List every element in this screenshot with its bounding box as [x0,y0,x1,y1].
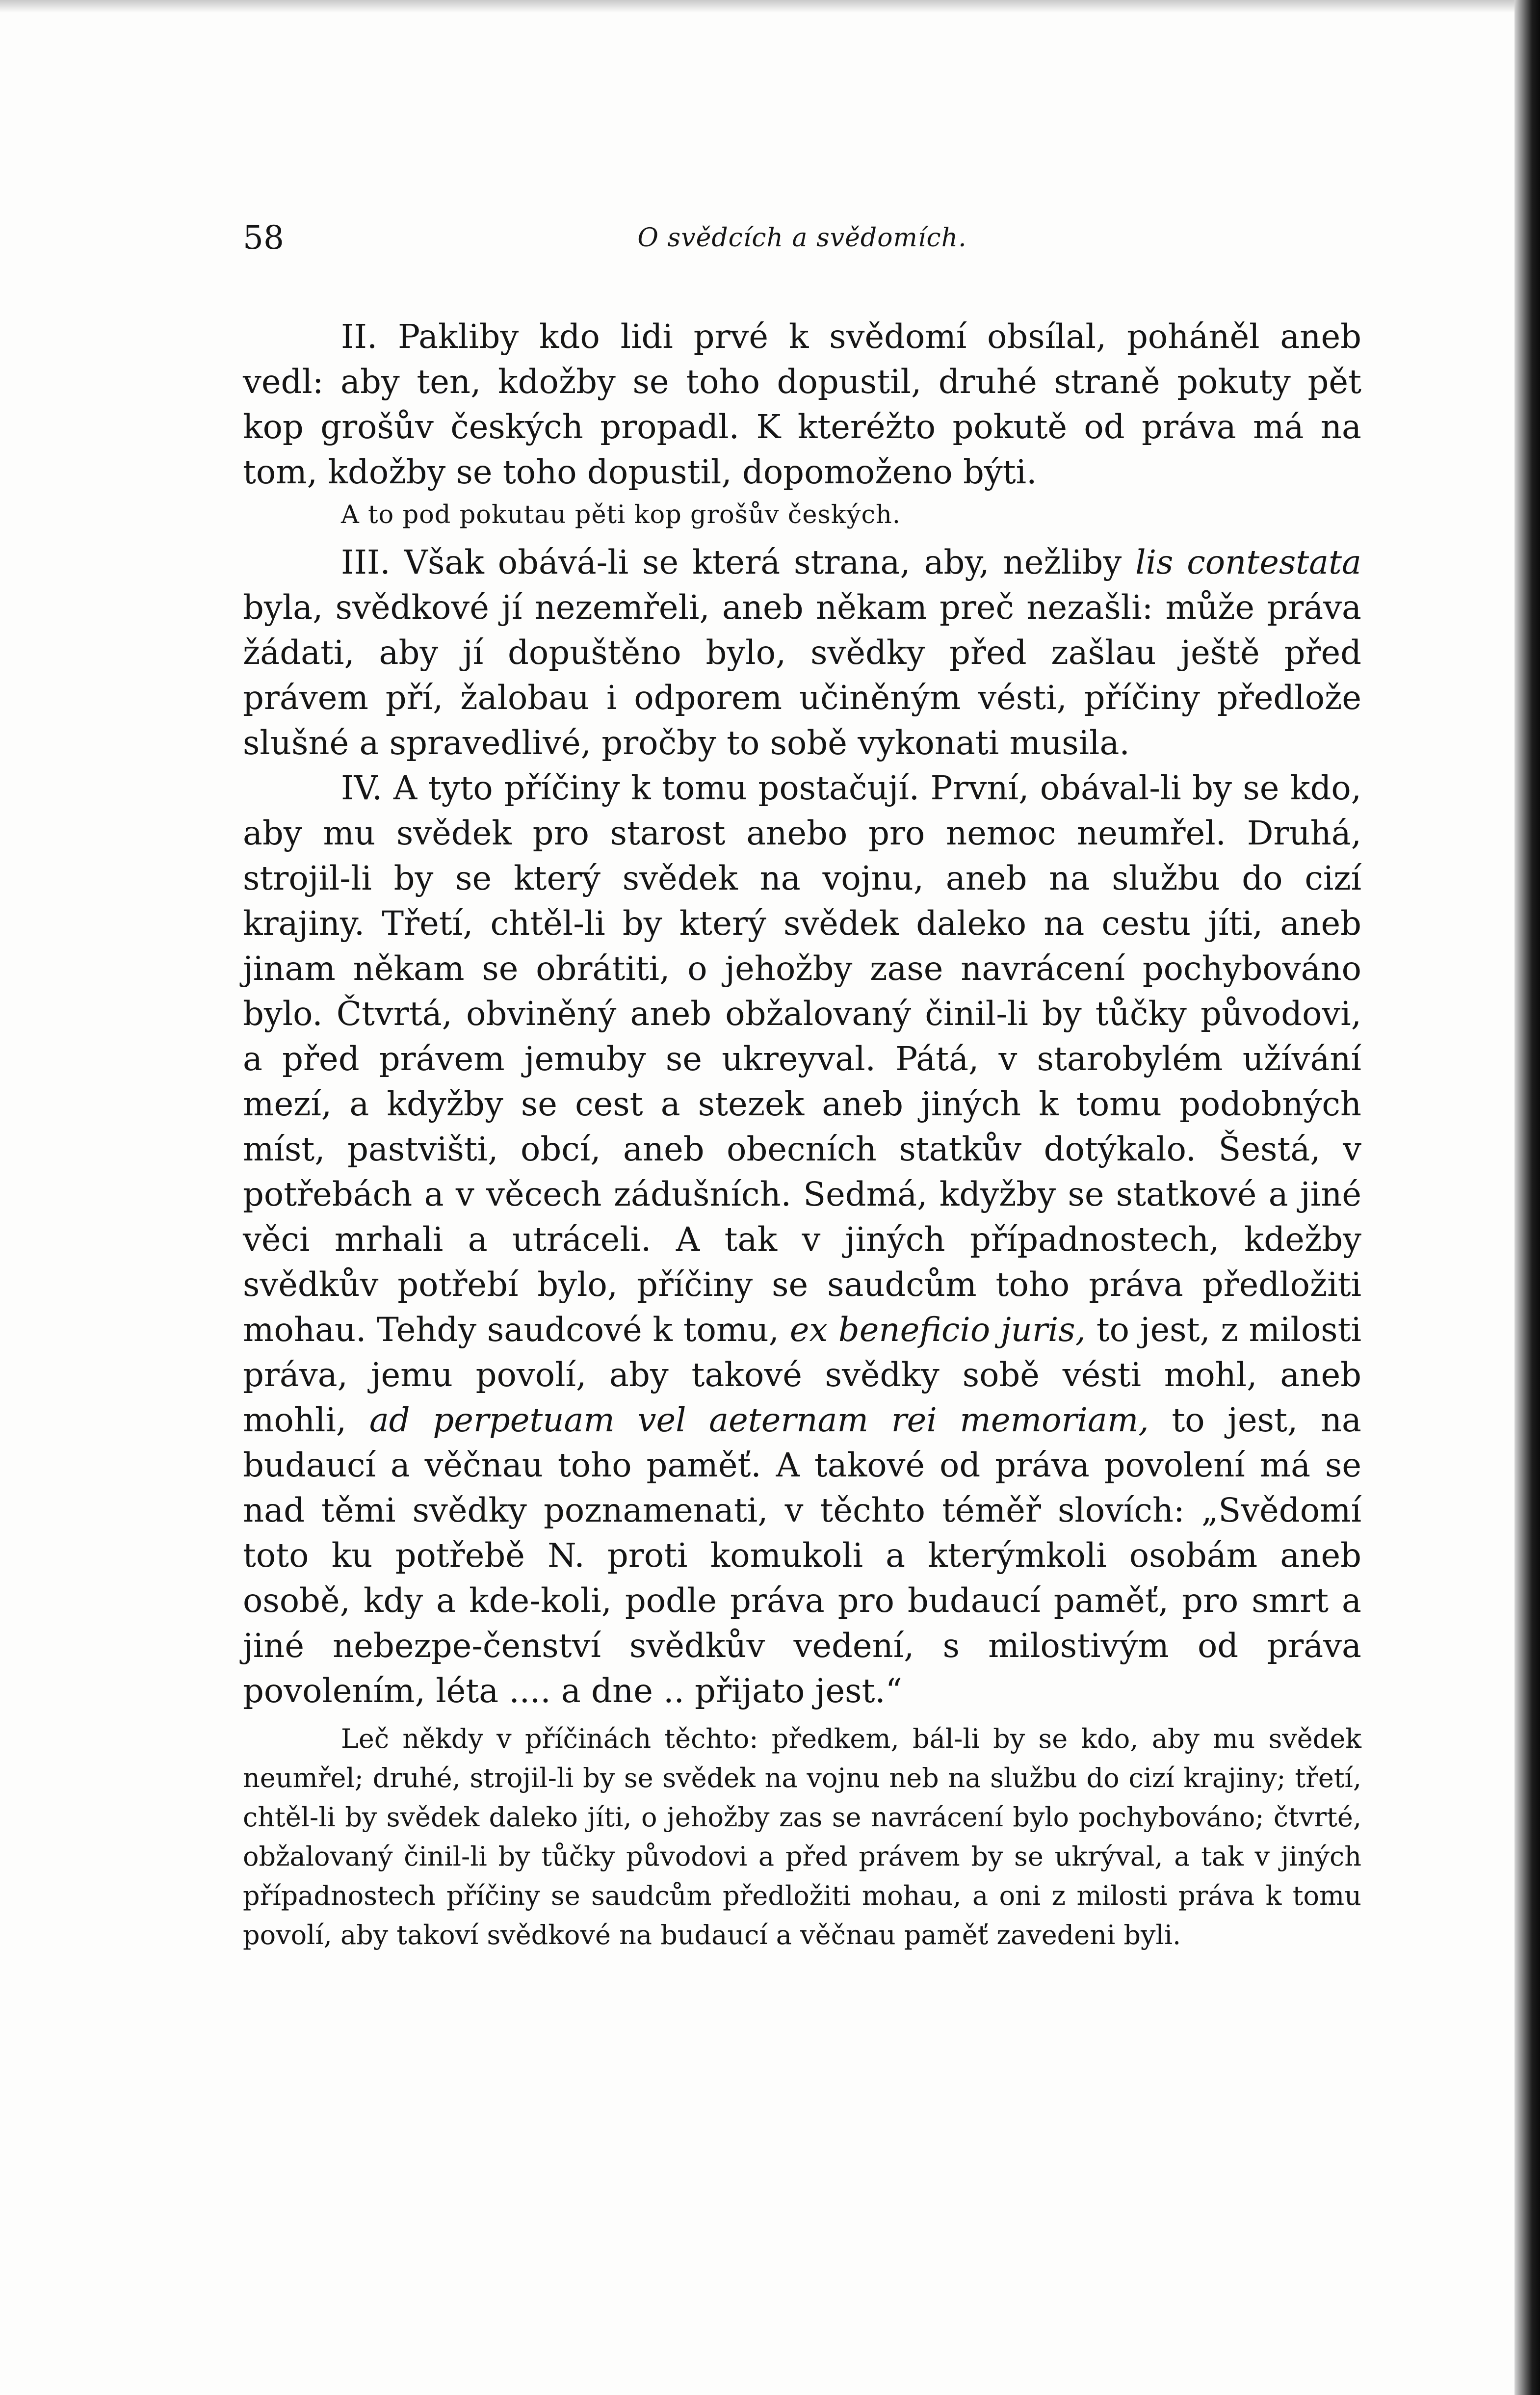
footnote-paragraph: Leč někdy v příčinách těchto: předkem, bál-li by se kdo, aby mu svědek neumřel; druhé, strojil-li by se svědek na vojnu neb na službu do cizí krajiny; třetí, chtěl-li by svědek daleko jíti, o jehožby zas se navrácení bylo pochybováno; čtvrté, obžalovaný činil-li by tůčky původovi a před právem by se ukrýval, a tak v jiných případnostech příčiny se saudcům předložiti mohau, a oni z milosti práva k tomu povolí, aby takoví svědkové na budaucí a věčnau paměť zavedeni byli. [243,1723,1361,1950]
latin-phrase-lis-contestata: lis contestata [1135,543,1361,581]
body-text [243,314,1361,1713]
page-header [243,216,1361,260]
section-4-text-part1: IV. A tyto příčiny k tomu postačují. První, obával-li by se kdo, aby mu svědek pro starost anebo pro nemoc neumřel. Druhá, strojil-li by se který svědek na vojnu, aneb na službu do cizí krajiny. Třetí, chtěl-li by který svědek daleko na cestu jíti, aneb jinam někam se obrátiti, o jehožby zase navrácení pochybováno bylo. Čtvrtá, obviněný aneb obžalovaný činil-li by tůčky původovi, a před právem jemuby se ukreyval. Pátá, v starobylém užívání mezí, a kdyžby se cest a stezek aneb jiných k tomu podobných míst, pastvišti, obcí, aneb obecních statkův dotýkalo. Šestá, v potřebách a v věcech zádušních. Sedmá, kdyžby se statkové a jiné věci mrhali a utráceli. A tak v jiných případnostech, kdežby svědkův potřebí bylo, příčiny se saudcům toho práva předložiti mohau. Tehdy saudcové k tomu, [243,769,1361,1349]
section-3-text-before: III. Však obává-li se která strana, aby, nežliby [341,543,1136,581]
latin-phrase-ex-beneficio: ex beneficio juris, [789,1311,1086,1349]
page-number: 58 [243,219,284,257]
scan-top-shadow [0,0,1540,13]
running-head: O svědcích a svědomích. [637,223,967,253]
paragraph-section-3 [243,540,1361,765]
section-3-text-after: byla, svědkové jí nezemřeli, aneb někam preč nezašli: může práva žádati, aby jí dopuštěno bylo, svědky před zašlau ještě před právem pří, žalobau i odporem učiněným vésti, příčiny předlože slušné a spravedlivé, pročby to sobě vykonati musila. [243,588,1361,762]
latin-phrase-perpetuam: ad perpetuam vel aeternam rei memoriam, [369,1401,1149,1439]
scan-binding-edge [1514,0,1540,2395]
section-4-text-part3: to jest, na budaucí a věčnau toho paměť. A takové od práva povolení má se nad těmi svědky poznamenati, v těchto téměř slovích: „Svědomí toto ku potřebě N. proti komukoli a kterýmkoli osobám aneb osobě, kdy a kde-koli, podle práva pro budaucí paměť, pro smrt a jiné nebezpe-čenství svědkův vedení, s milostivým od práva povolením, léta .... a dne .. přijato jest.“ [243,1401,1362,1710]
paragraph-section-2-note: A to pod pokutau pěti kop grošův českých. [341,500,901,529]
paragraph-section-2: II. Pakliby kdo lidi prvé k svědomí obsílal, poháněl aneb vedl: aby ten, kdožby se toho dopustil, druhé straně pokuty pět kop grošův českých propadl. K kteréžto pokutě od práva má na tom, kdožby se toho dopustil, dopomoženo býti. [243,317,1361,491]
page-content [243,216,1361,1955]
section-4-text-part2: to jest, z milosti práva, jemu povolí, aby takové svědky sobě vésti mohl, aneb mohli, [243,1311,1361,1439]
paragraph-section-4 [243,765,1361,1713]
